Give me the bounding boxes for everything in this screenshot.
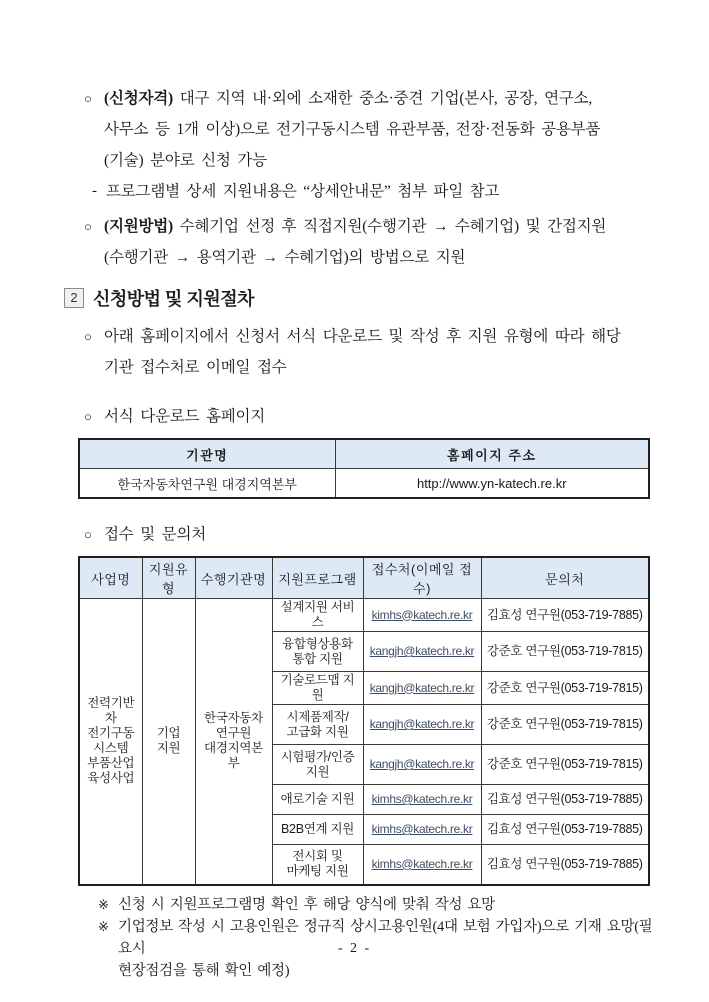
- email-link[interactable]: kangjh@katech.re.kr: [369, 644, 475, 658]
- email-cell: [363, 745, 481, 785]
- bullet-qualification-sub: [92, 176, 654, 207]
- email-link[interactable]: kimhs@katech.re.kr: [371, 792, 473, 806]
- contact-cell: 강준호 연구원(053-719-7815): [481, 745, 649, 785]
- note-text: 기업정보 작성 시 고용인원은 정규직 상시고용인원(4대 보험 가입자)으로 기재 요망(필요시 현장점검을 통해 확인 예정): [118, 918, 653, 979]
- email-cell: [363, 599, 481, 632]
- note-program-check: [98, 894, 654, 916]
- reference-mark-icon: ※: [98, 896, 109, 912]
- column-header-email: 접수처(이메일 접수): [363, 557, 481, 599]
- contact-cell: 김효성 연구원(053-719-7885): [481, 785, 649, 815]
- email-cell: [363, 672, 481, 705]
- contact-cell: 김효성 연구원(053-719-7885): [481, 599, 649, 632]
- circle-bullet-icon: ○: [84, 219, 92, 234]
- section-number-box: 2: [64, 288, 84, 308]
- email-cell: [363, 632, 481, 672]
- qualification-sub-text: 프로그램별 상세 지원내용은 “상세안내문” 첨부 파일 참고: [106, 183, 500, 200]
- contact-cell: 김효성 연구원(053-719-7885): [481, 845, 649, 885]
- section-2-header: [64, 285, 654, 311]
- section-title: 신청방법 및 지원절차: [93, 289, 254, 309]
- email-link[interactable]: kangjh@katech.re.kr: [369, 680, 475, 695]
- contact-cell: 강준호 연구원(053-719-7815): [481, 632, 649, 672]
- reference-mark-icon: ※: [98, 918, 109, 934]
- contact-cell: 강준호 연구원(053-719-7815): [481, 672, 649, 705]
- contact-cell: 강준호 연구원(053-719-7815): [481, 705, 649, 745]
- method-text: [104, 211, 654, 273]
- email-link[interactable]: kangjh@katech.re.kr: [369, 717, 475, 731]
- download-table: [78, 438, 650, 499]
- agency-name-cell: 한국자동차 연구원 대경지역본부: [195, 599, 272, 885]
- bullet-download-title: [84, 401, 654, 432]
- org-name-cell: 한국자동차연구원 대경지역본부: [79, 469, 335, 499]
- circle-bullet-icon: ○: [84, 527, 92, 542]
- qualification-text: [104, 83, 654, 176]
- column-header-program: 지원프로그램: [272, 557, 363, 599]
- download-intro-text: 아래 홈페이지에서 신청서 서식 다운로드 및 작성 후 지원 유형에 따라 해당 기관 접수처로 이메일 접수: [104, 328, 621, 376]
- contacts-header-row: [79, 557, 649, 599]
- circle-bullet-icon: ○: [84, 409, 92, 424]
- program-cell: 전시회 및 마케팅 지원: [272, 845, 363, 885]
- email-cell: [363, 845, 481, 885]
- dash-bullet-icon: -: [92, 183, 97, 199]
- note-text: 신청 시 지원프로그램명 확인 후 해당 양식에 맞춰 작성 요망: [118, 896, 495, 913]
- program-cell: B2B연계 지원: [272, 815, 363, 845]
- download-table-header-row: [79, 439, 649, 469]
- method-label: (지원방법): [104, 218, 174, 235]
- contact-cell: 김효성 연구원(053-719-7885): [481, 815, 649, 845]
- table-row: [79, 599, 649, 632]
- program-cell: 기술로드맵 지원: [272, 672, 363, 705]
- business-name-cell: 전력기반차 전기구동 시스템 부품산업 육성사업: [79, 599, 142, 885]
- email-link[interactable]: kimhs@katech.re.kr: [371, 856, 473, 871]
- bullet-contact-title: [84, 519, 654, 550]
- program-cell: 시제품제작/ 고급화 지원: [272, 705, 363, 745]
- download-table-row: [79, 469, 649, 499]
- qualification-label: (신청자격): [104, 90, 174, 107]
- column-header-org: 기관명: [79, 439, 335, 469]
- column-header-support-type: 지원유형: [142, 557, 195, 599]
- homepage-url-cell: http://www.yn-katech.re.kr: [335, 469, 649, 499]
- circle-bullet-icon: ○: [84, 91, 92, 106]
- contact-title-text: 접수 및 문의처: [104, 526, 206, 543]
- support-type-cell: 기업 지원: [142, 599, 195, 885]
- email-link[interactable]: kimhs@katech.re.kr: [371, 822, 473, 836]
- circle-bullet-icon: ○: [84, 329, 92, 344]
- contacts-table: [78, 556, 650, 886]
- email-cell: [363, 815, 481, 845]
- email-cell: [363, 705, 481, 745]
- email-link[interactable]: kimhs@katech.re.kr: [371, 607, 473, 622]
- bullet-download-intro: [84, 321, 654, 383]
- program-cell: 융합형상용화 통합 지원: [272, 632, 363, 672]
- email-cell: [363, 785, 481, 815]
- column-header-business: 사업명: [79, 557, 142, 599]
- bullet-method: [84, 211, 654, 273]
- column-header-agency: 수행기관명: [195, 557, 272, 599]
- column-header-contact: 문의처: [481, 557, 649, 599]
- bullet-qualification: [84, 83, 654, 176]
- download-title-text: 서식 다운로드 홈페이지: [104, 408, 266, 425]
- qualification-body: 대구 지역 내·외에 소재한 중소·중견 기업(본사, 공장, 연구소, 사무소 등 1개 이상)으로 전기구동시스템 유관부품, 전장·전동화 공용부품 (기술) 분야로 신청 가능: [104, 90, 601, 169]
- program-cell: 애로기술 지원: [272, 785, 363, 815]
- program-cell: 시험평가/인증 지원: [272, 745, 363, 785]
- column-header-url: 홈페이지 주소: [335, 439, 649, 469]
- program-cell: 설계지원 서비스: [272, 599, 363, 632]
- method-body: 수혜기업 선정 후 직접지원(수행기관 → 수혜기업) 및 간접지원 (수행기관 → 용역기관 → 수혜기업)의 방법으로 지원: [104, 218, 607, 266]
- page-number: - 2 -: [337, 941, 372, 956]
- email-link[interactable]: kangjh@katech.re.kr: [369, 757, 475, 771]
